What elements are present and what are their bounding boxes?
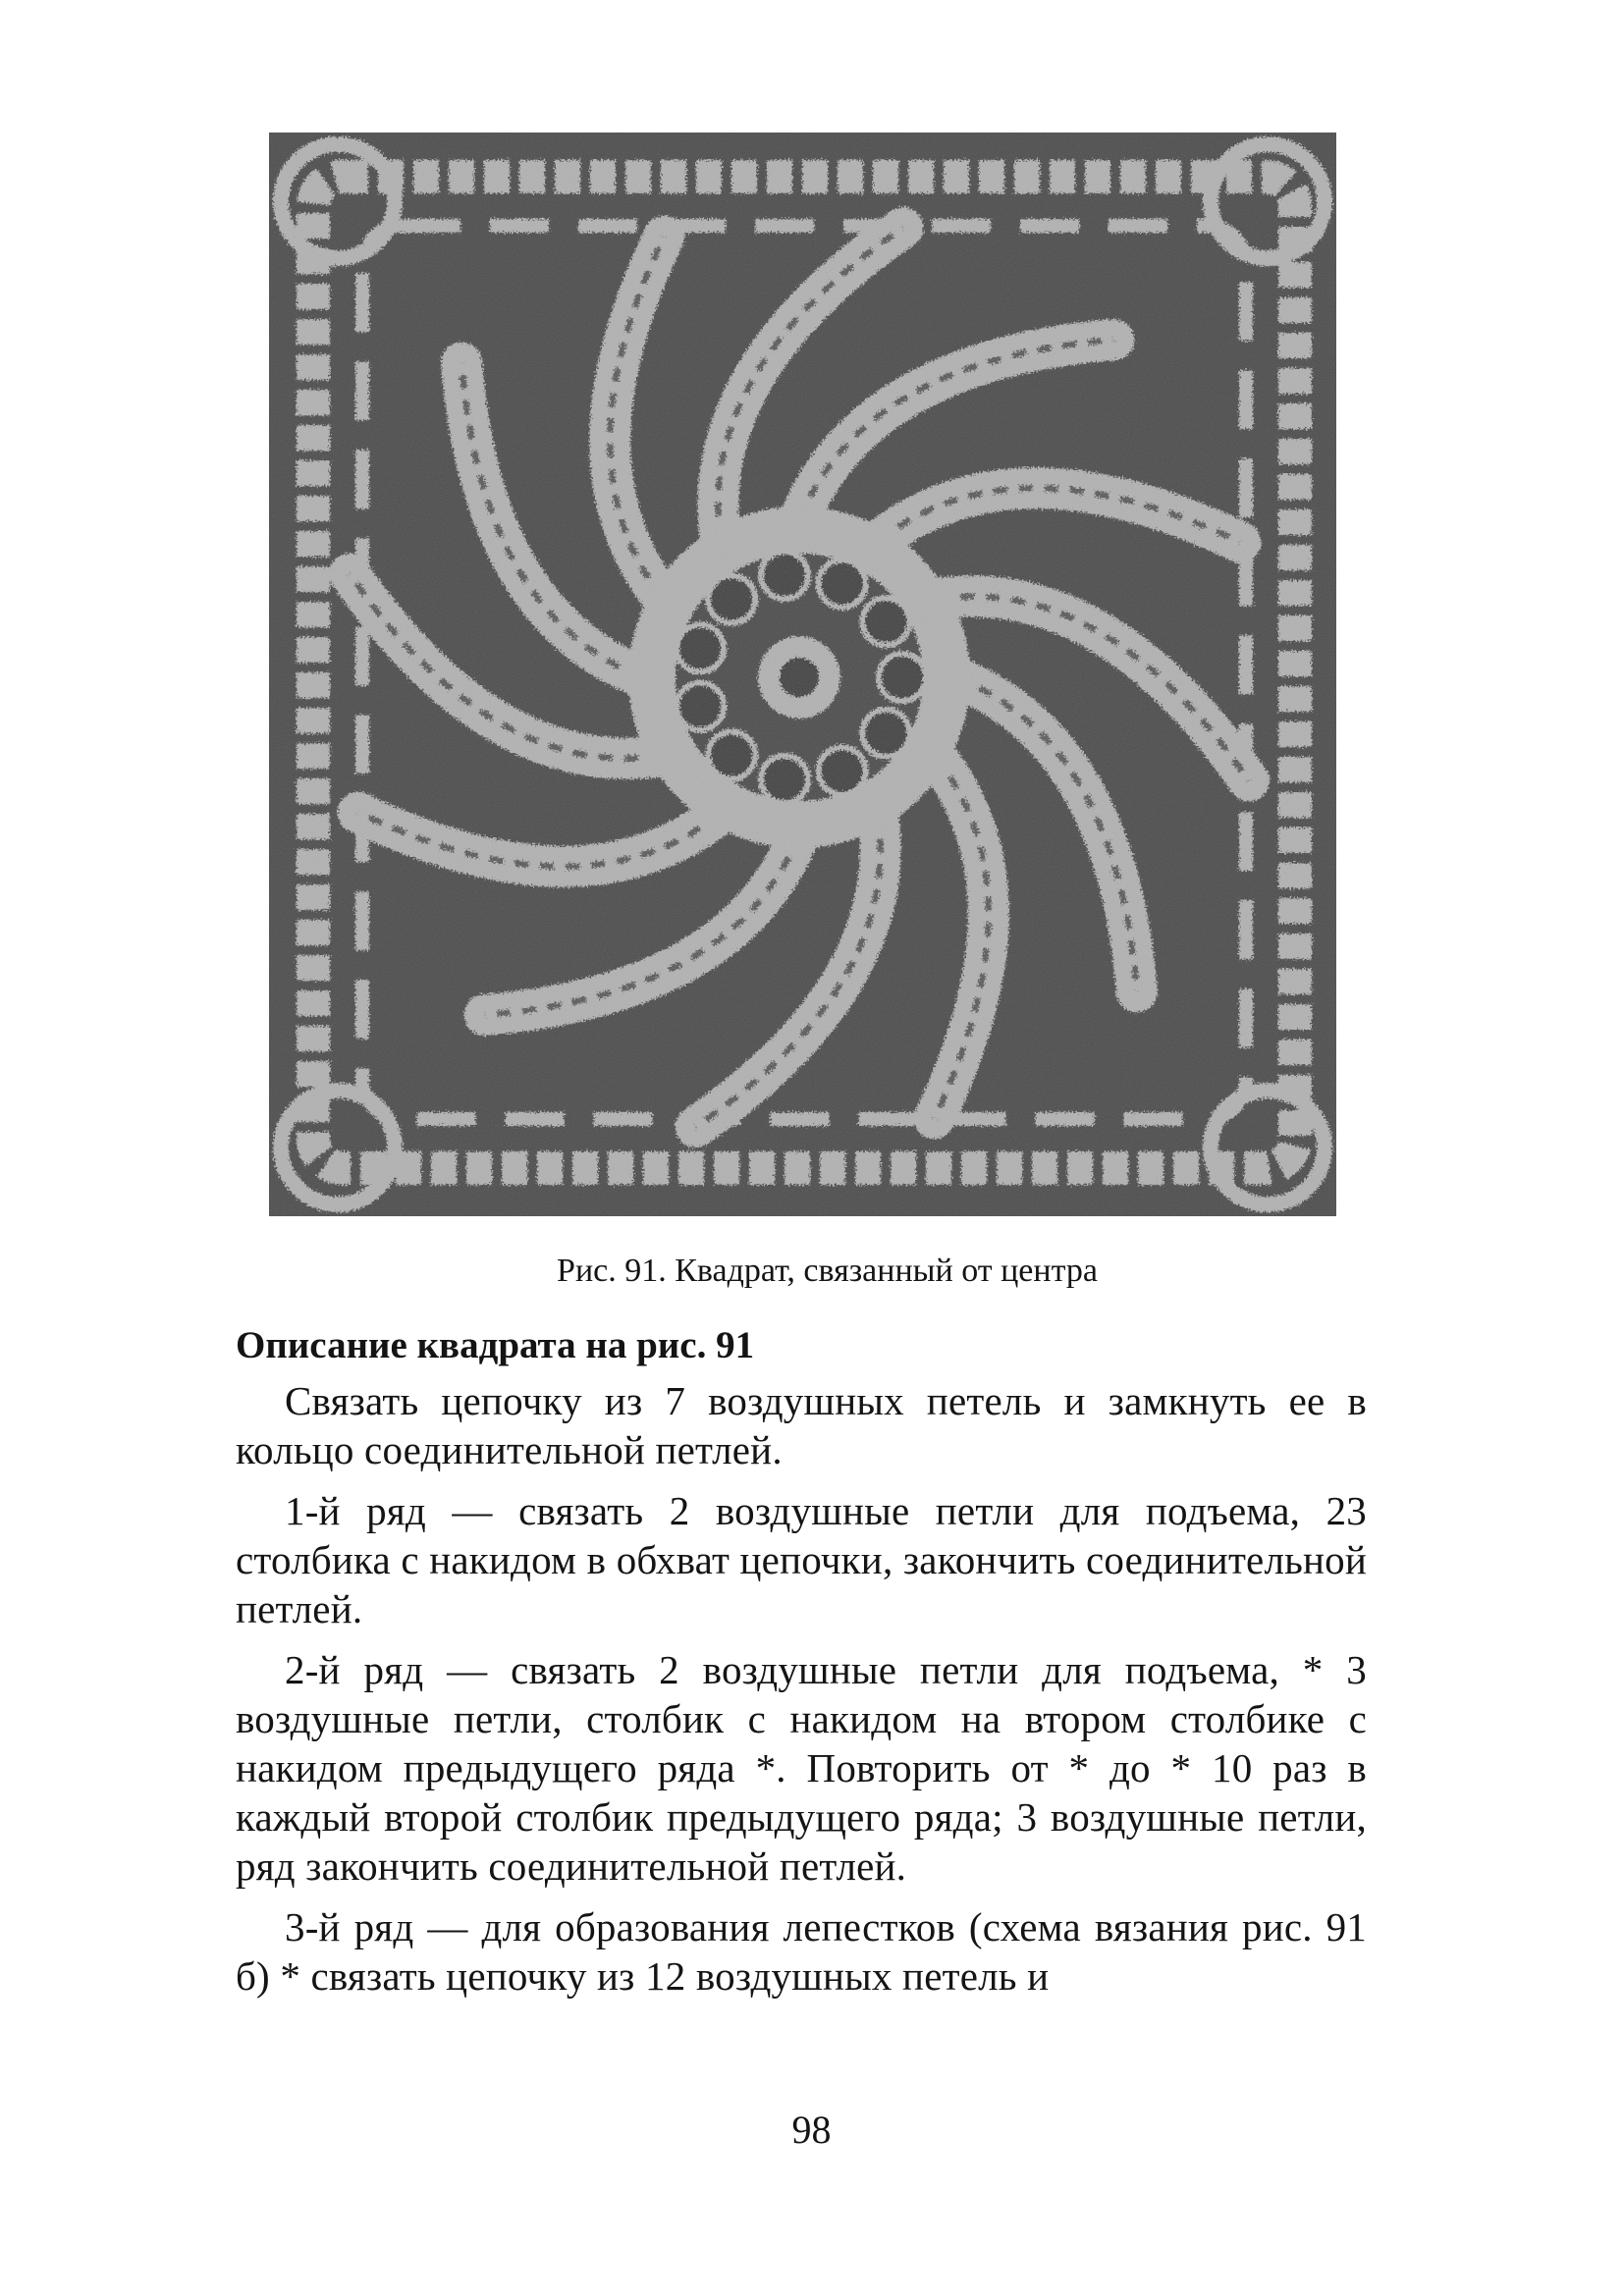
- paragraph: 2-й ряд — связать 2 воздушные петли для подъема, * 3 воздушные петли, столбик с накидом на втором столбике с накидом предыдущего ряда *. Повторить от * до * 10 раз в каждый второй столбик предыдущего ряда; 3 воздушные петли, ряд закончить соединительной петлей.: [236, 1647, 1367, 1889]
- paragraph: Связать цепочку из 7 воздушных петель и замкнуть ее в кольцо соединительной петлей.: [236, 1378, 1367, 1472]
- crochet-square-illustration: [269, 133, 1336, 1216]
- photo-grain: [269, 133, 1336, 1216]
- paragraph: 3-й ряд — для образования лепестков (схема вязания рис. 91 б) * связать цепочку из 12 воздушных петель и: [236, 1904, 1367, 1999]
- article-body: [236, 1321, 1367, 2012]
- figure-caption: Рис. 91. Квадрат, связанный от центра: [557, 1253, 1098, 1289]
- section-heading: Описание квадрата на рис. 91: [236, 1324, 755, 1366]
- paragraph: 1-й ряд — связать 2 воздушные петли для подъема, 23 столбика с накидом в обхват цепочки, закончить соединительной петлей.: [236, 1488, 1367, 1631]
- page-number: 98: [791, 2108, 832, 2152]
- crochet-square-photo: [269, 133, 1336, 1216]
